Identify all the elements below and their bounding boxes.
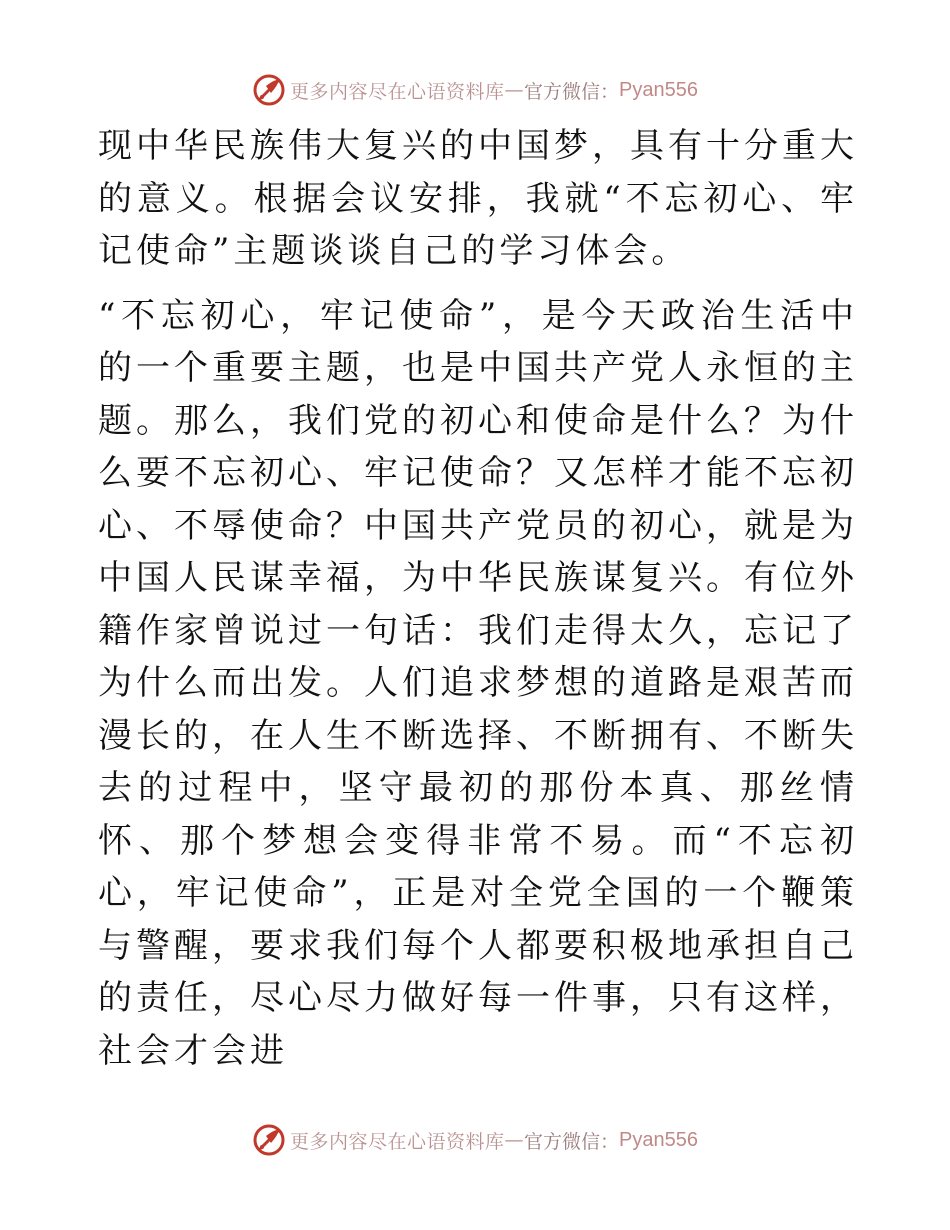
document-body	[98, 120, 858, 1077]
footer-promo-text: 更多内容尽在心语资料库	[290, 1130, 505, 1153]
header-dash: —	[504, 79, 525, 101]
footer-banner	[0, 1120, 950, 1160]
quill-pen-logo-icon	[252, 73, 286, 107]
paragraph-1: 现中华民族伟大复兴的中国梦，具有十分重大的意义。根据会议安排，我就“不忘初心、牢记使命”主题谈谈自己的学习体会。	[98, 126, 858, 271]
header-wechat-id: Pyan556	[619, 78, 698, 101]
footer-wechat-label: 官方微信：	[524, 1130, 620, 1153]
footer-wechat-id: Pyan556	[619, 1128, 698, 1151]
header-wechat-label: 官方微信：	[524, 80, 620, 103]
paragraph-2: “不忘初心，牢记使命”，是今天政治生活中的一个重要主题，也是中国共产党人永恒的主题。那么，我们党的初心和使命是什么？为什么要不忘初心、牢记使命？又怎样才能不忘初心、不辱使命？中国共产党员的初心，就是为中国人民谋幸福，为中华民族谋复兴。有位外籍作家曾说过一句话：我们走得太久，忘记了为什么而出发。人们追求梦想的道路是艰苦而漫长的，在人生不断选择、不断拥有、不断失去的过程中，坚守最初的那份本真、那丝情怀、那个梦想会变得非常不易。而“不忘初心，牢记使命”，正是对全党全国的一个鞭策与警醒，要求我们每个人都要积极地承担自己的责任，尽心尽力做好每一件事，只有这样，社会才会进	[98, 295, 858, 1071]
quill-pen-logo-icon	[252, 1123, 286, 1157]
footer-dash: —	[504, 1129, 525, 1151]
header-promo-text: 更多内容尽在心语资料库	[290, 80, 505, 103]
header-banner	[0, 70, 950, 110]
